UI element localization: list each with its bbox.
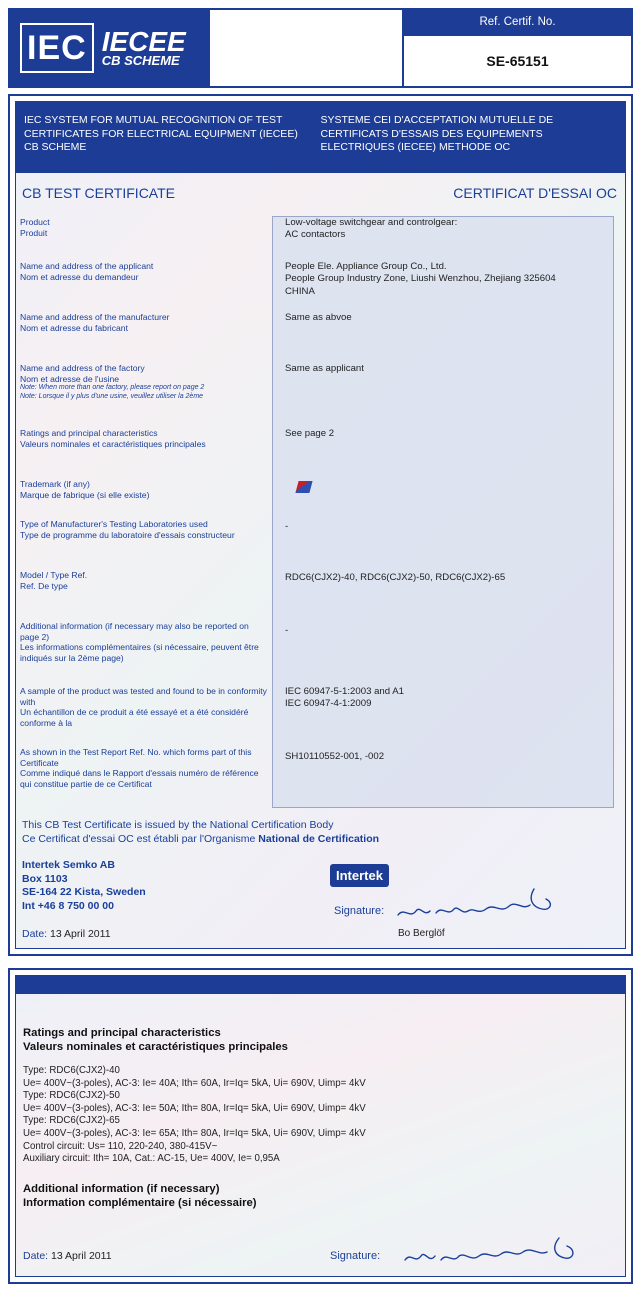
- additional-info-section-title: Additional information (if necessary) Information complémentaire (si nécessaire): [23, 1183, 257, 1210]
- ratings-section-title: Ratings and principal characteristics Valeurs nominales et caractéristiques principales: [23, 1027, 288, 1054]
- model-value: RDC6(CJX2)-40, RDC6(CJX2)-50, RDC6(CJX2)-65: [285, 572, 506, 583]
- issue-date: Date: 13 April 2011: [22, 928, 111, 940]
- certificate-page-1: [8, 94, 633, 956]
- rating-line: Auxiliary circuit: Ith= 10A, Cat.: AC-15, Ue= 400V, Ie= 0,95A: [23, 1153, 280, 1165]
- field-label-fr: Nom et adresse du demandeur: [20, 271, 139, 282]
- certificate-header: [8, 8, 633, 88]
- cert-title-french: CERTIFICAT D'ESSAI OC: [453, 185, 617, 201]
- reference-box: [404, 10, 631, 86]
- lab-type-value: -: [285, 521, 289, 532]
- field-label-fr: Un échantillon de ce produit a été essayé et a été considéré conforme à la: [20, 707, 249, 729]
- page-2-handwritten-signature: [401, 1234, 581, 1270]
- rating-line: Ue= 400V~(3-poles), AC-3: Ie= 65A; Ith= 80A, Ir=Iq= 5kA, Ui= 690V, Uimp= 4kV: [23, 1128, 366, 1140]
- field-label-en: Product: [20, 217, 50, 227]
- field-label-en: A sample of the product was tested and found to be in conformity with: [20, 686, 267, 707]
- field-trademark: [20, 479, 615, 500]
- rating-line: Type: RDC6(CJX2)-40: [23, 1065, 120, 1076]
- system-title-band: [16, 102, 625, 173]
- applicant-country: CHINA: [285, 285, 315, 297]
- certificate-page-2: [8, 968, 633, 1284]
- field-applicant: [20, 261, 615, 297]
- field-label-en: Name and address of the manufacturer: [20, 312, 170, 322]
- field-additional-info: [20, 621, 615, 664]
- rating-line: Control circuit: Us= 110, 220-240, 380-415V~: [23, 1140, 218, 1152]
- factory-note-en: Note: When more than one factory, please report on page 2: [20, 384, 205, 392]
- signer-name: Bo Berglöf: [398, 928, 445, 939]
- field-label-en: Trademark (if any): [20, 479, 90, 489]
- field-test-report: [20, 747, 615, 790]
- field-conformity: [20, 686, 615, 729]
- handwritten-signature: [396, 885, 566, 925]
- cert-title-english: CB TEST CERTIFICATE: [22, 185, 175, 201]
- issuer-phone: Int +46 8 750 00 00: [22, 899, 114, 912]
- field-label-en: As shown in the Test Report Ref. No. which forms part of this Certificate: [20, 747, 252, 768]
- field-label-en: Ratings and principal characteristics: [20, 428, 158, 438]
- issuer-name: Intertek Semko AB: [22, 859, 115, 871]
- intertek-logo: Intertek: [330, 864, 389, 887]
- field-factory: [20, 363, 615, 402]
- standard-1: IEC 60947-5-1:2003 and A1: [285, 686, 404, 697]
- ref-certif-label: Ref. Certif. No.: [404, 10, 631, 36]
- product-value-2: AC contactors: [285, 229, 346, 241]
- system-title-french: SYSTEME CEI D'ACCEPTATION MUTUELLE DE CERTIFICATS D'ESSAIS DES EQUIPEMENTS ELECTRIQUES (IECEE) METHODE OC: [320, 114, 554, 154]
- applicant-name: People Ele. Appliance Group Co., Ltd.: [285, 261, 447, 272]
- issuer-box: Box 1103: [22, 872, 68, 885]
- field-label-fr: Comme indiqué dans le Rapport d'essais numéro de référence qui constitue partie de ce Certificat: [20, 768, 259, 790]
- field-label-en: Model / Type Ref.: [20, 570, 88, 580]
- iecee-cb-scheme-logo: IECEE CB SCHEME: [101, 25, 186, 69]
- field-label-fr: Nom et adresse du fabricant: [20, 322, 128, 333]
- rating-line: Type: RDC6(CJX2)-50: [23, 1090, 120, 1102]
- field-label-en: Type of Manufacturer's Testing Laboratories used: [20, 519, 208, 529]
- product-value-1: Low-voltage switchgear and controlgear:: [285, 217, 458, 228]
- page-2-body: [15, 975, 626, 1277]
- system-title-english: IEC SYSTEM FOR MUTUAL RECOGNITION OF TEST CERTIFICATES FOR ELECTRICAL EQUIPMENT (IECEE) CB SCHEME: [24, 114, 298, 154]
- field-label-en: Additional information (if necessary may also be reported on page 2): [20, 621, 249, 642]
- field-label-fr: Marque de fabrique (si elle existe): [20, 489, 150, 500]
- field-label-en: Name and address of the applicant: [20, 261, 154, 271]
- ratings-details: [23, 1065, 366, 1166]
- logo-area: [10, 10, 208, 86]
- page-2-signature-label: Signature:: [330, 1250, 381, 1262]
- field-model: [20, 570, 615, 591]
- field-lab-type: [20, 519, 615, 540]
- issuer-address: [22, 859, 146, 914]
- issuer-city: SE-164 22 Kista, Sweden: [22, 886, 146, 899]
- field-ratings: [20, 428, 615, 449]
- additional-value: -: [285, 625, 289, 636]
- test-report-value: SH10110552-001, -002: [285, 751, 385, 762]
- factory-value: Same as applicant: [285, 363, 364, 374]
- ref-certif-number: SE-65151: [486, 53, 549, 69]
- field-label-fr: Ref. De type: [20, 580, 68, 591]
- certificate-body: [15, 101, 626, 949]
- field-label-fr: Valeurs nominales et caractéristiques principales: [20, 438, 206, 449]
- field-label-en: Name and address of the factory: [20, 363, 145, 373]
- field-label-fr: Nom et adresse de l'usine: [20, 373, 120, 384]
- field-product: [20, 217, 615, 241]
- field-label-fr: Produit: [20, 227, 48, 238]
- blank-header-cell: [208, 10, 404, 86]
- rating-line: Ue= 400V~(3-poles), AC-3: Ie= 50A; Ith= 80A, Ir=Iq= 5kA, Ui= 690V, Uimp= 4kV: [23, 1102, 366, 1114]
- standard-2: IEC 60947-4-1:2009: [285, 698, 372, 710]
- certificate-title-row: [16, 173, 625, 201]
- page-2-date: Date: 13 April 2011: [23, 1250, 112, 1262]
- field-manufacturer: [20, 312, 615, 333]
- rating-line: Type: RDC6(CJX2)-65: [23, 1115, 120, 1127]
- rating-line: Ue= 400V~(3-poles), AC-3: Ie= 40A; Ith= 60A, Ir=Iq= 5kA, Ui= 690V, Uimp= 4kV: [23, 1077, 366, 1089]
- trademark-logo-icon: [295, 481, 312, 493]
- iec-logo: IEC: [20, 23, 94, 73]
- manufacturer-value: Same as abvoe: [285, 312, 352, 323]
- factory-note-fr: Note: Lorsque il y plus d'une usine, veuillez utiliser la 2ème: [20, 393, 204, 401]
- page-2-header-bar: [16, 976, 625, 994]
- applicant-address: People Group Industry Zone, Liushi Wenzhou, Zhejiang 325604: [285, 273, 556, 285]
- field-label-fr: Type de programme du laboratoire d'essais constructeur: [20, 529, 235, 540]
- ratings-value: See page 2: [285, 428, 335, 439]
- issued-by-statement: This CB Test Certificate is issued by the National Certification Body Ce Certificat d'essai OC est établi par l'Organisme National de Certification: [22, 819, 380, 846]
- signature-label: Signature:: [334, 905, 385, 917]
- field-label-fr: Les informations complémentaires (si nécessaire, peuvent être indiqués sur la 2ème page): [20, 642, 259, 664]
